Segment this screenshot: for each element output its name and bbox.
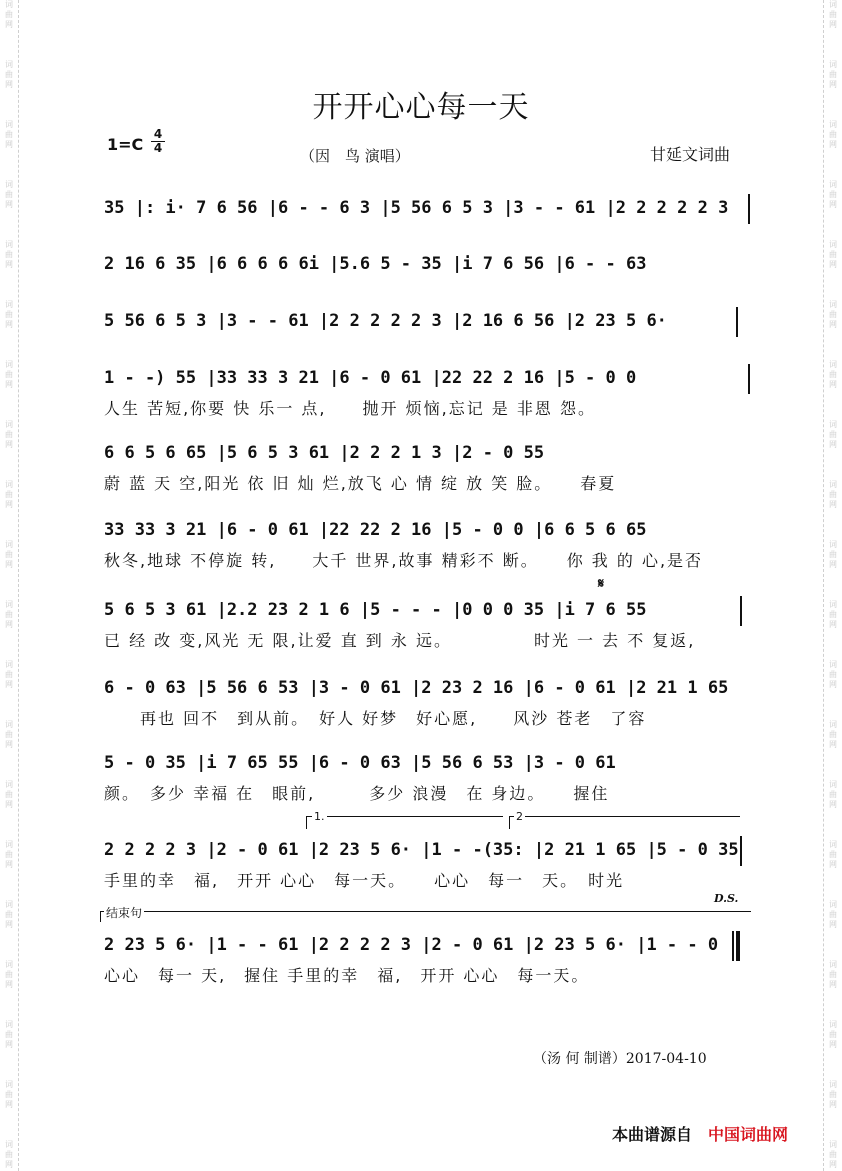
score-system-5	[100, 433, 750, 503]
notation-line: 5 - 0 35 |i 7 65 55 |6 - 0 63 |5 56 6 53 |3 - 0 61	[104, 753, 616, 773]
watermark: 词曲网	[5, 180, 13, 209]
watermark: 词曲网	[5, 660, 13, 689]
notation-line: 6 - 0 63 |5 56 6 53 |3 - 0 61 |2 23 2 16 |6 - 0 61 |2 21 1 65	[104, 678, 729, 698]
volta-2-label: 2	[516, 810, 523, 823]
watermark: 词曲网	[829, 840, 837, 869]
watermark: 词曲网	[829, 180, 837, 209]
watermark: 词曲网	[829, 720, 837, 749]
notation-line: 2 16 6 35 |6 6 6 6 6i |5.6 5 - 35 |i 7 6 56 |6 - - 63	[104, 254, 647, 274]
watermark: 词曲网	[5, 540, 13, 569]
notation-line: 5 56 6 5 3 |3 - - 61 |2 2 2 2 2 3 |2 16 6 56 |2 23 5 6·	[104, 311, 667, 331]
performer: （因 鸟 演唱）	[300, 147, 410, 165]
watermark: 词曲网	[5, 600, 13, 629]
watermark: 词曲网	[5, 480, 13, 509]
watermark-strip-right	[823, 0, 842, 1171]
watermark: 词曲网	[829, 660, 837, 689]
final-barline	[736, 931, 740, 961]
barline	[736, 307, 738, 337]
watermark: 词曲网	[829, 1020, 837, 1049]
watermark: 词曲网	[5, 420, 13, 449]
watermark: 词曲网	[829, 1140, 837, 1169]
watermark: 词曲网	[5, 60, 13, 89]
notation-line: 2 2 2 2 3 |2 - 0 61 |2 23 5 6· |1 - -(35: |2 21 1 65 |5 - 0 35	[104, 840, 739, 860]
barline	[740, 596, 742, 626]
time-signature-denominator: 4	[153, 141, 163, 155]
watermark: 词曲网	[5, 1140, 13, 1169]
volta-1-bracket	[306, 816, 503, 829]
composer-credit: 甘延文词曲	[650, 145, 731, 164]
notation-line: 35 |: i· 7 6 56 |6 - - 6 3 |5 56 6 5 3 |3 - - 61 |2 2 2 2 2 3	[104, 198, 729, 218]
watermark: 词曲网	[829, 420, 837, 449]
lyric-line: 心心 每一 天, 握住 手里的幸 福, 开开 心心 每一天。	[104, 966, 590, 985]
score-system-7	[100, 576, 750, 660]
barline	[748, 364, 750, 394]
source-brand-link[interactable]: 中国词曲网	[708, 1125, 789, 1144]
watermark: 词曲网	[5, 1020, 13, 1049]
lyric-line: 蔚 蓝 天 空,阳光 依 旧 灿 烂,放飞 心 情 绽 放 笑 脸。 春夏	[104, 474, 617, 493]
lyric-line: 秋冬,地球 不停旋 转, 大千 世界,故事 精彩不 断。 你 我 的 心,是否	[104, 551, 704, 570]
watermark: 词曲网	[5, 900, 13, 929]
barline	[748, 194, 750, 224]
watermark: 词曲网	[5, 720, 13, 749]
key-signature: 1=C	[107, 135, 144, 154]
score-system-9	[100, 743, 750, 813]
watermark: 词曲网	[829, 780, 837, 809]
watermark: 词曲网	[5, 780, 13, 809]
volta-2-bracket	[509, 816, 740, 829]
notation-line: 1 - -) 55 |33 33 3 21 |6 - 0 61 |22 22 2 16 |5 - 0 0	[104, 368, 637, 388]
dal-segno: D.S.	[714, 892, 739, 905]
watermark: 词曲网	[829, 300, 837, 329]
watermark: 词曲网	[829, 600, 837, 629]
song-title: 开开心心每一天	[312, 90, 530, 125]
segno-sign: 𝄋	[598, 576, 605, 592]
score-system-10	[100, 810, 750, 905]
watermark: 词曲网	[829, 120, 837, 149]
lyric-line: 手里的幸 福, 开开 心心 每一天。 心心 每一 天。 时光	[104, 871, 625, 890]
lyric-line: 颜。 多少 幸福 在 眼前, 多少 浪漫 在 身边。 握住	[104, 784, 610, 803]
score-system-6	[100, 510, 750, 580]
time-signature	[151, 128, 165, 154]
watermark: 词曲网	[829, 540, 837, 569]
watermark: 词曲网	[5, 1080, 13, 1109]
final-barline	[732, 931, 734, 961]
lyric-line: 已 经 改 变,风光 无 限,让爱 直 到 永 远。 时光 一 去 不 复返,	[104, 631, 696, 650]
watermark: 词曲网	[5, 960, 13, 989]
watermark: 词曲网	[829, 60, 837, 89]
watermark: 词曲网	[829, 480, 837, 509]
watermark: 词曲网	[5, 300, 13, 329]
watermark: 词曲网	[829, 960, 837, 989]
notation-line: 33 33 3 21 |6 - 0 61 |22 22 2 16 |5 - 0 0 |6 6 5 6 65	[104, 520, 647, 540]
lyric-line: 再也 回不 到从前。 好人 好梦 好心愿, 风沙 苍老 了容	[104, 709, 647, 728]
source-note	[612, 1122, 788, 1145]
watermark: 词曲网	[829, 0, 837, 29]
watermark: 词曲网	[829, 240, 837, 269]
score-system-11	[100, 906, 750, 995]
watermark: 词曲网	[829, 900, 837, 929]
notation-line: 6 6 5 6 65 |5 6 5 3 61 |2 2 2 1 3 |2 - 0 55	[104, 443, 545, 463]
watermark: 词曲网	[829, 1080, 837, 1109]
watermark: 词曲网	[5, 120, 13, 149]
volta-1-label: 1.	[314, 810, 325, 823]
watermark: 词曲网	[5, 0, 13, 29]
ending-label: 结束句	[106, 906, 143, 920]
watermark: 词曲网	[5, 360, 13, 389]
ending-bracket	[100, 911, 751, 922]
watermark: 词曲网	[829, 360, 837, 389]
watermark: 词曲网	[5, 240, 13, 269]
time-signature-numerator: 4	[151, 128, 165, 142]
notation-line: 5 6 5 3 61 |2.2 23 2 1 6 |5 - - - |0 0 0 35 |i 7 6 55	[104, 600, 647, 620]
transcriber-credit: （汤 何 制谱）2017-04-10	[533, 1051, 707, 1067]
watermark-strip-left	[0, 0, 19, 1171]
score-system-8	[100, 668, 750, 738]
barline	[740, 836, 742, 866]
notation-line: 2 23 5 6· |1 - - 61 |2 2 2 2 3 |2 - 0 61 |2 23 5 6· |1 - - 0	[104, 935, 719, 955]
source-prefix: 本曲谱源自	[612, 1125, 693, 1144]
watermark: 词曲网	[5, 840, 13, 869]
lyric-line: 人生 苦短,你要 快 乐一 点, 抛开 烦恼,忘记 是 非恩 怨。	[104, 399, 596, 418]
score-system-4	[100, 358, 750, 428]
